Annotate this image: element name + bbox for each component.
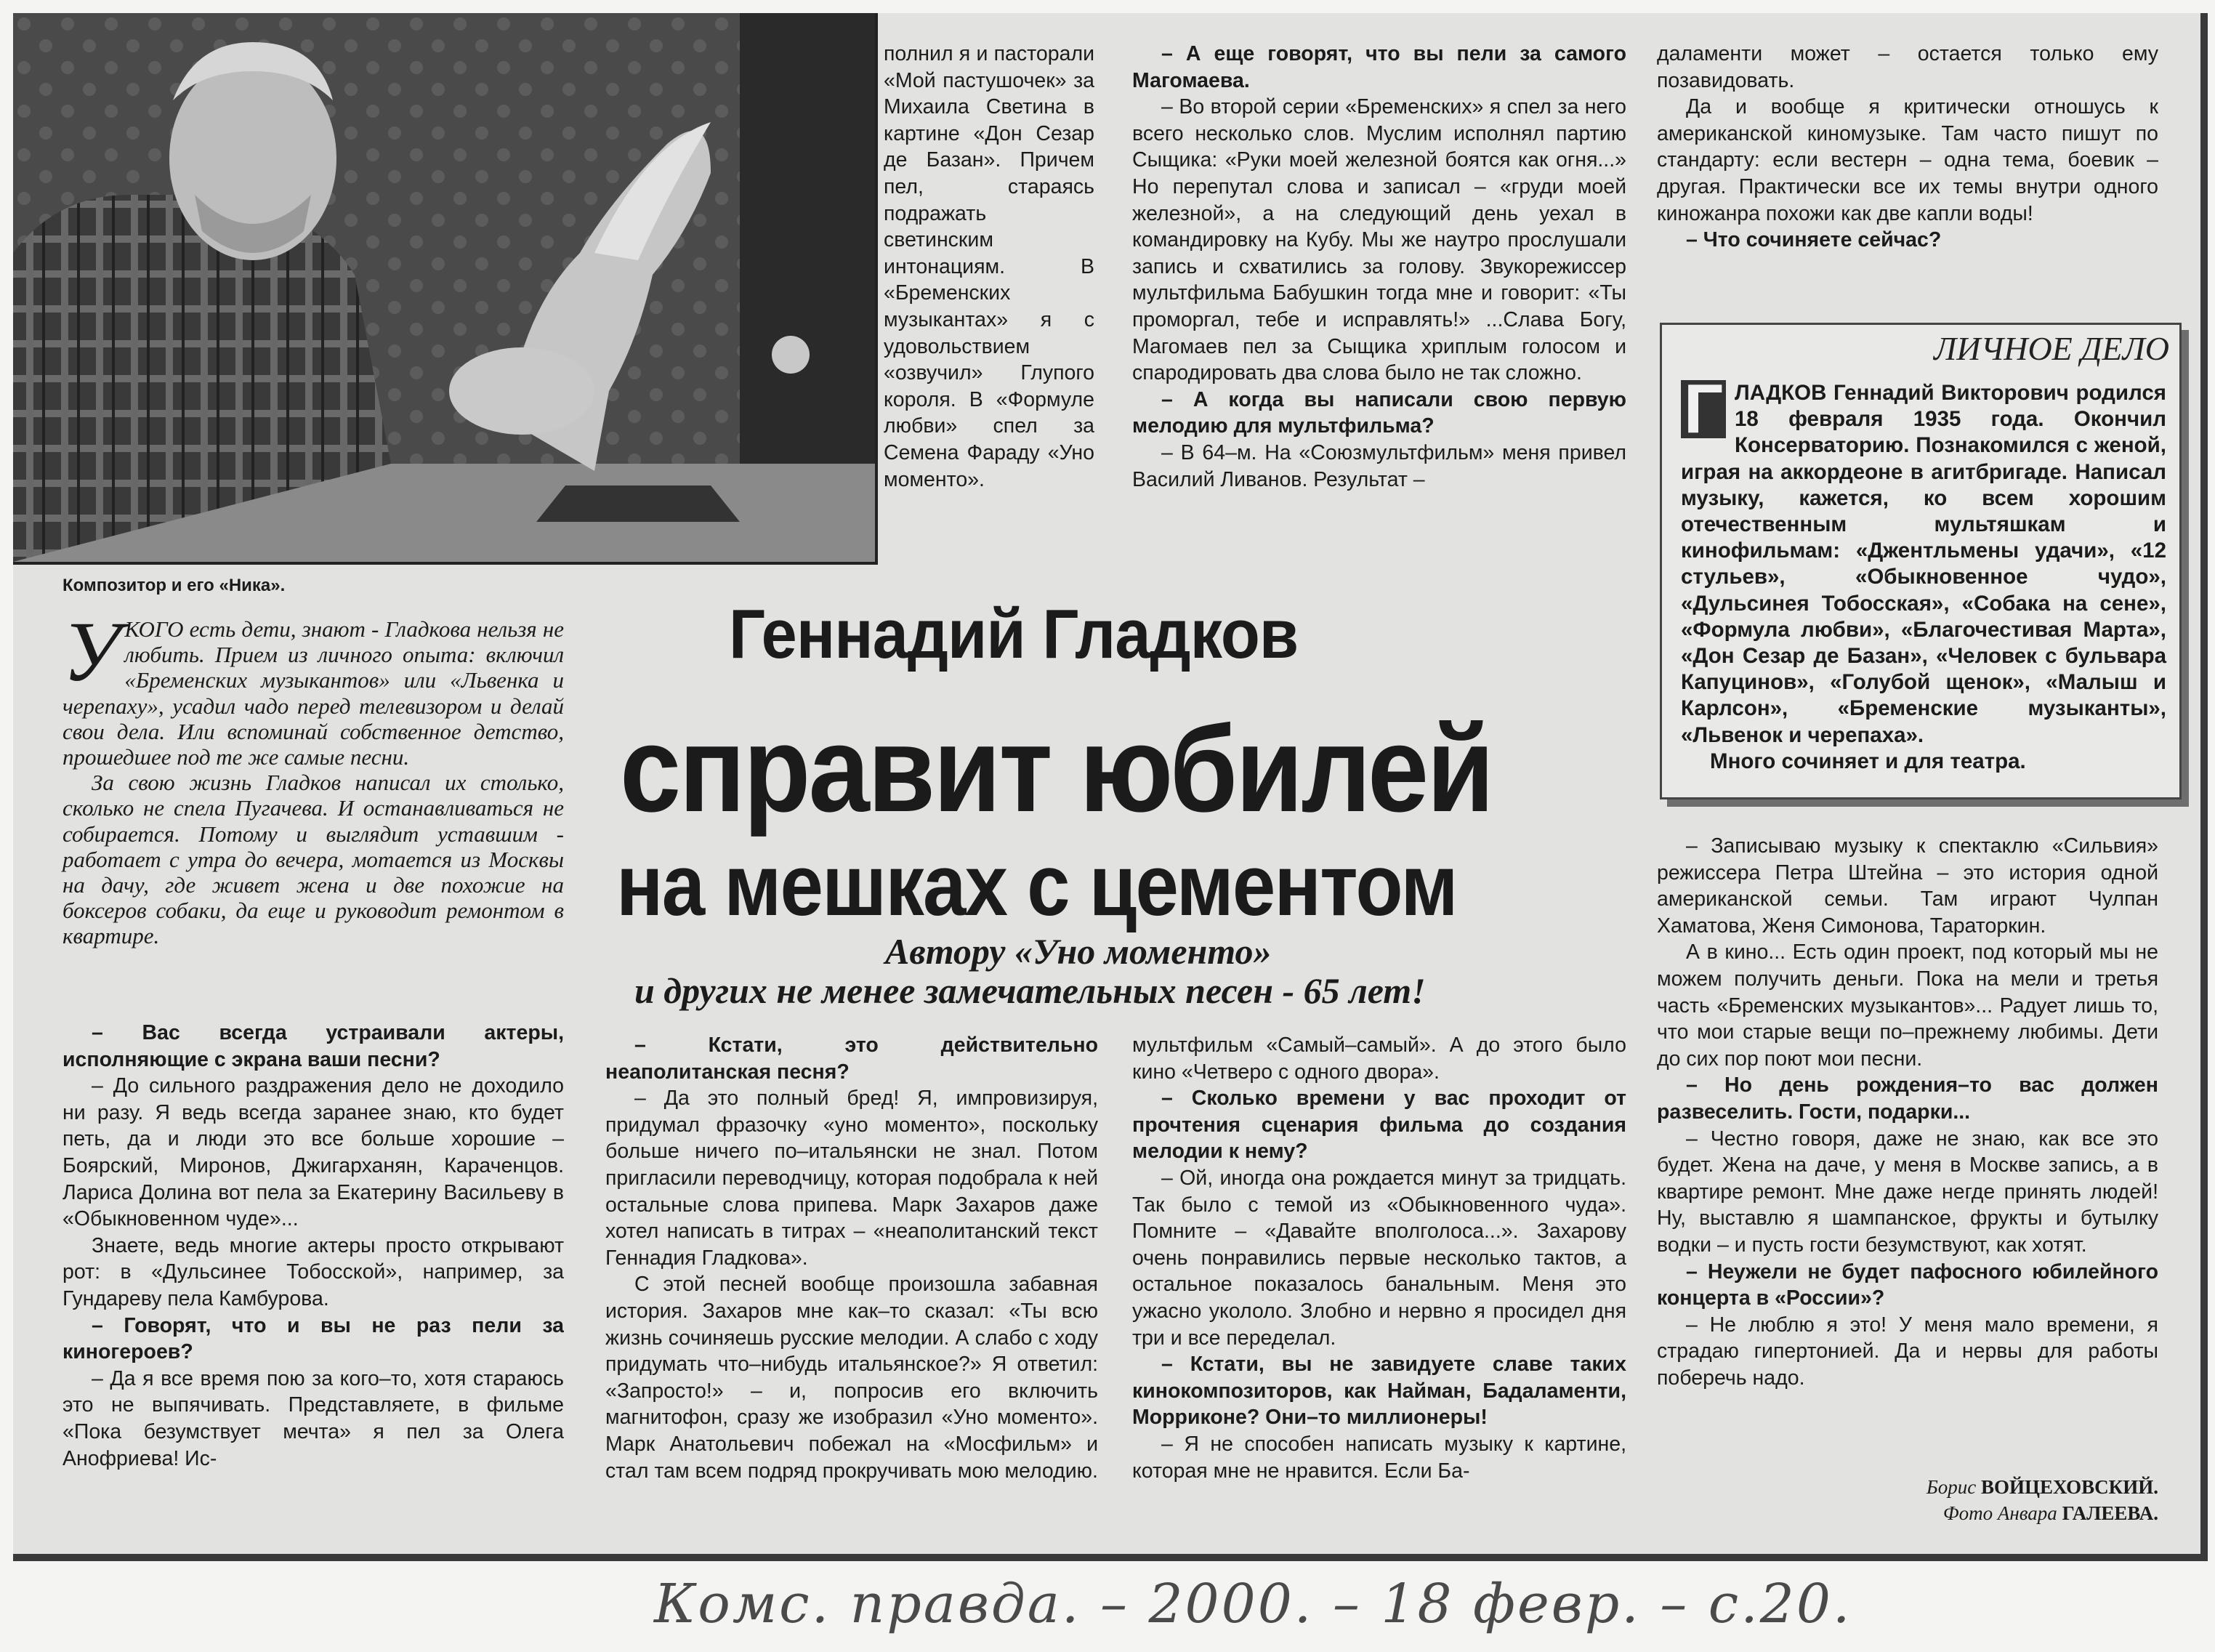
interview-question: – Кстати, вы не завидуете славе таких кинокомпозиторов, как Найман, Бадаламенти, Морриконе? Они–то миллионеры!: [1132, 1353, 1626, 1430]
interview-question: – Что сочиняете сейчас?: [1686, 228, 1942, 252]
article-paragraph: – Честно говоря, даже не знаю, как все это будет. Жена на даче, у меня в Москве запись, а в квартире ремонт. Мне даже негде принять людей! Ну, выставлю я шампанское, фрукты и бутылку водки – и пусть гости безумствуют, как хотят.: [1657, 1127, 2158, 1257]
headline-line-3: на мешках с цементом: [616, 837, 1457, 934]
interview-question: – Говорят, что и вы не раз пели за киногероев?: [62, 1313, 564, 1364]
author-label: Борис: [1926, 1476, 1977, 1498]
handwritten-source-note: Комс. правда. – 2000. – 18 февр. – с.20.: [654, 1573, 1852, 1635]
intro-drop-cap: У: [62, 604, 121, 699]
photo-credit-name: ГАЛЕЕВА.: [2062, 1502, 2158, 1524]
article-paragraph: мультфильм «Самый–самый». А до этого было кино «Четверо с одного двора».: [1132, 1033, 1626, 1084]
column-bottom-3: [1132, 1032, 1626, 1534]
article-paragraph: – Записываю музыку к спектаклю «Сильвия» режиссера Петра Штейна – это история одной американской семьи. Там играют Чулпан Хаматова, Женя Симонова, Тараторкин.: [1657, 834, 2158, 938]
intro-paragraph: КОГО есть дети, знают - Гладкова нельзя не любить. Прием из личного опыта: включил «Бременских музыкантов» или «Львенка и черепаху», усадил чадо перед телевизором и делай свои дела. Или вспоминай собственное детство, прошедшее под те же самые песни.: [62, 616, 564, 770]
composer-photo: [13, 13, 878, 565]
interview-question: – Сколько времени у вас проходит от прочтения сценария фильма до создания мелодии к нему?: [1132, 1087, 1626, 1164]
column-bottom-4: [1657, 833, 2158, 1472]
article-paragraph: – Да это полный бред! Я, импровизируя, придумал фразочку «уно моменто», поскольку больше ничего по–итальянски не знал. Потом пригласили переводчицу, которая подобрала к ней остальные слова припева. Марк Захаров даже хотел написать в титрах – «неаполитанский текст Геннадия Гладкова».: [605, 1087, 1098, 1270]
intro-lead: [62, 604, 564, 949]
interview-question: – Неужели не будет пафосного юбилейного концерта в «России»?: [1657, 1260, 2158, 1310]
newspaper-clipping: [13, 13, 2208, 1561]
subheadline-2: и других не менее замечательных песен - 65 лет!: [634, 970, 1426, 1011]
box-drop-cap: Г: [1681, 380, 1726, 438]
article-paragraph: Знаете, ведь многие актеры просто открывают рот: в «Дульсинее Тобосской», например, за Гундареву пела Камбурова.: [62, 1233, 564, 1310]
box-body: [1681, 370, 2166, 775]
headline-line-2: справит юбилей: [620, 701, 1493, 837]
article-paragraph: – Во второй серии «Бременских» я спел за него всего несколько слов. Муслим исполнял партию Сыщика: «Руки моей железной боятся как огня...» Но перепутал слова и записал – «груди моей железной», а на следующий день уехал в командировку на Кубу. Мы же наутро прослушали запись и схватились за голову. Звукорежиссер мультфильма Бабушкин тогда мне и говорит: «Ты проморгал, тебе и исправлять!» ...Слава Богу, Магомаев пел за Сыщика хриплым голосом и спародировать два слова было не так сложно.: [1132, 95, 1626, 385]
author-name: ВОЙЦЕХОВСКИЙ.: [1981, 1476, 2158, 1498]
interview-question: – Кстати, это действительно неаполитанская песня?: [605, 1033, 1098, 1084]
article-paragraph: даламенти может – остается только ему позавидовать.: [1657, 42, 2158, 92]
column-top-middle: [1132, 41, 1626, 579]
interview-question: – Но день рождения–то вас должен развеселить. Гости, подарки...: [1657, 1073, 2158, 1124]
intro-paragraph: За свою жизнь Гладков написал их столько, сколько не спела Пугачева. И останавливаться не собирается. Потому и выглядит уставшим - работает с утра до вечера, мотается из Москвы на дачу, где живет жена и две похожие на боксеров собаки, да еще и руководит ремонтом в квартире.: [62, 770, 564, 949]
composer-with-nika-statuette-image: [13, 13, 875, 562]
subheadline-1: Автору «Уно моменто»: [885, 931, 1272, 972]
article-paragraph: – Не люблю я это! У меня мало времени, я страдаю гипертонией. Да и нервы для работы поберечь надо.: [1657, 1313, 2158, 1390]
article-paragraph: – Ой, иногда она рождается минут за тридцать. Так было с темой из «Обыкновенного чуда». Помните – «Давайте вполголоса...». Захарову очень понравились первые несколько тактов, а остальное показалось банальным. Меня это ужасно укололо. Злобно и нервно я просидел дня три и все переделал.: [1132, 1166, 1626, 1350]
interview-question: – А еще говорят, что вы пели за самого Магомаева.: [1132, 42, 1626, 92]
article-paragraph: – До сильного раздражения дело не доходило ни разу. Я ведь всегда заранее знаю, кто будет петь, да и люди это все больше хорошие – Боярский, Миронов, Джигарханян, Караченцов. Лариса Долина вот пела за Екатерину Васильеву в «Обыкновенном чуде»...: [62, 1074, 564, 1231]
column-photo-side: [884, 41, 1094, 571]
photo-credit-label: Фото Анвара: [1942, 1502, 2057, 1524]
column-top-right: [1657, 41, 2158, 310]
article-paragraph: полнил я и пасторали «Мой пастушочек» за Михаила Светина в картине «Дон Сезар де Базан». Причем пел, стараясь подражать светинским интонациям. В «Бременских музыкантах» я с удовольствием «озвучил» Глупого короля. В «Формуле любви» спел за Семена Фараду «Уно моменто».: [884, 42, 1094, 491]
box-title: ЛИЧНОЕ ДЕЛО: [1934, 330, 2169, 367]
box-paragraph: ЛАДКОВ Геннадий Викторович родился 18 февраля 1935 года. Окончил Консерваторию. Познакомился с женой, играя на аккордеоне в агитбригаде. Написал музыку, кажется, ко всем хорошим отечественным мультяшкам и кинофильмам: «Джентльмены удачи», «12 стульев», «Обыкновенное чудо», «Дульсинея Тобосская», «Собака на сене», «Формула любви», «Благочестивая Марта», «Дон Сезар де Базан», «Человек с бульвара Капуцинов», «Голубой щенок», «Малыш и Карлсон», «Бременские музыканты», «Львенок и черепаха».: [1681, 381, 2166, 747]
column-left: [62, 1020, 564, 1528]
column-bottom-2: [605, 1032, 1098, 1534]
interview-question: – А когда вы написали свою первую мелодию для мультфильма?: [1132, 387, 1626, 438]
article-paragraph: С этой песней вообще произошла забавная история. Захаров мне как–то сказал: «Ты всю жизнь сочиняешь русские мелодии. А слабо с ходу придумать что–нибудь итальянское?» Я ответил: «Запросто!» – и, попросив его включить магнитофон, сразу же изобразил «Уно моменто». Марк Анатольевич побежал на «Мосфильм» и стал там всем подряд прокручивать мою мелодию.: [605, 1273, 1098, 1483]
article-paragraph: – В 64–м. На «Союзмультфильм» меня привел Василий Ливанов. Результат –: [1132, 440, 1626, 491]
interview-question: – Вас всегда устраивали актеры, исполняющие с экрана ваши песни?: [62, 1021, 564, 1071]
box-closing-line: Много сочиняет и для театра.: [1710, 749, 2026, 773]
article-paragraph: Да и вообще я критически отношусь к американской киномузыке. Там часто пишут по стандарту: если вестерн – одна тема, боевик – другая. Практически все их темы внутри одного киножанра похожи как две капли воды!: [1657, 95, 2158, 225]
photo-caption: Композитор и его «Ника».: [62, 576, 286, 595]
headline-line-1: Геннадий Гладков: [729, 595, 1299, 673]
article-paragraph: А в кино... Есть один проект, под который мы не можем получить деньги. Пока на мели и третья часть «Бременских музыкантов»... Радует лишь то, что мои старые вещи по–прежнему любимы. Дети до сих пор поют мои песни.: [1657, 940, 2158, 1071]
article-paragraph: – Я не способен написать музыку к картине, которая мне не нравится. Если Ба-: [1132, 1432, 1626, 1483]
personal-file-box: [1660, 323, 2182, 799]
article-paragraph: – Да я все время пою за кого–то, хотя стараюсь это не выпячивать. Представляете, в фильме «Пока безумствует мечта» я пел за Олега Анофриева! Ис-: [62, 1366, 564, 1470]
byline: [1926, 1474, 2158, 1526]
